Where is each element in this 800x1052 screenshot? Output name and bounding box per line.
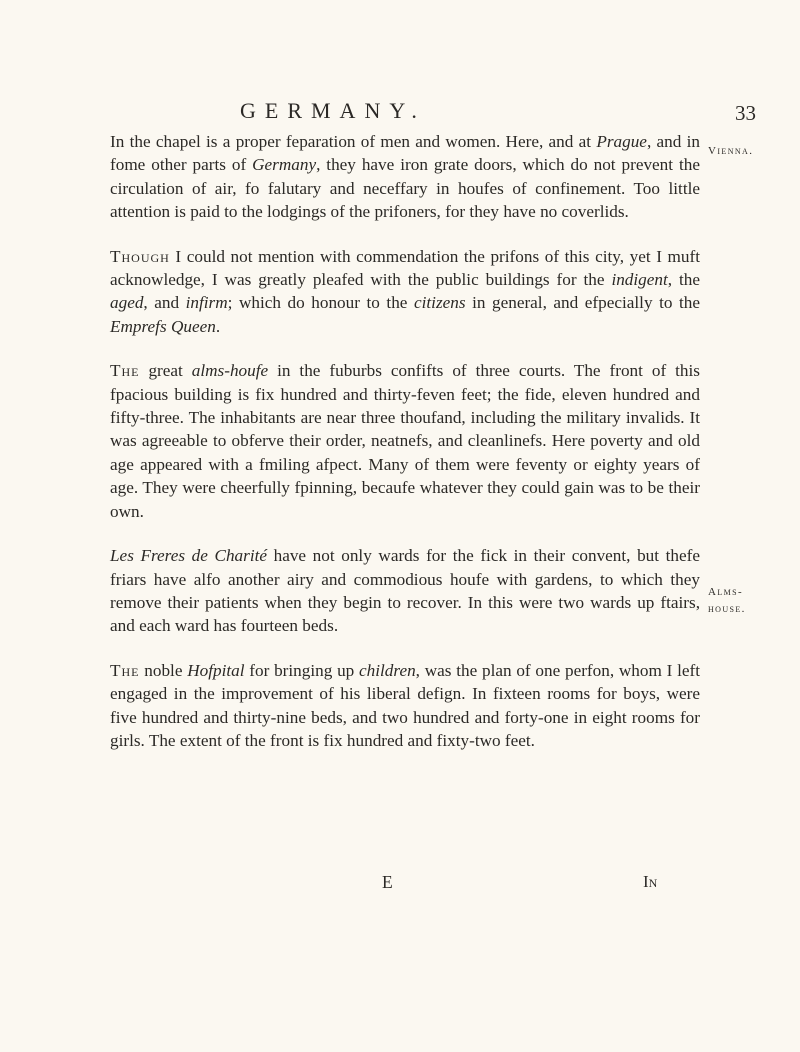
paragraph-hospital: [110, 659, 700, 753]
italic-run: citizens: [413, 293, 466, 313]
marginal-note-line: Alms-: [708, 586, 744, 598]
catchword: In: [643, 872, 658, 891]
marginal-note-line: house.: [708, 603, 746, 615]
italic-run: indigent: [611, 270, 668, 290]
paragraph-chapel: [110, 130, 700, 224]
page-number: 33: [735, 101, 756, 125]
italic-run: Hofpital: [187, 660, 245, 680]
text-run: ; which do honour to the: [227, 293, 414, 313]
italic-run: aged: [110, 293, 144, 313]
signature-mark: E: [382, 872, 393, 892]
text-run: great: [139, 361, 192, 381]
small-caps-run: The: [110, 660, 140, 680]
italic-run: Les Freres de Charité: [110, 546, 267, 566]
small-caps-run: Though: [110, 246, 170, 266]
text-run: noble: [139, 660, 188, 680]
italic-run: children: [359, 660, 416, 680]
text-run: .: [215, 316, 221, 336]
italic-run: Prague: [596, 132, 647, 151]
text-run: I could not mention with commendation the prifons of this city, yet I muft acknowledge, I was greatly pleafed with the public buildings for the: [110, 246, 700, 290]
marginal-note-text: Vienna.: [708, 145, 754, 157]
text-run: , the: [667, 270, 701, 290]
body-text: [110, 130, 700, 752]
italic-run: Germany: [252, 155, 317, 175]
text-run: , they have iron grate doors, which do not prevent the circulation of air, fo falutary and neceffary in houfes of confinement. Too little attention is paid to the lodgings of the prifoners, for they have no coverlids.: [110, 155, 700, 222]
italic-run: infirm: [185, 293, 228, 313]
italic-run: Emprefs Queen: [110, 316, 216, 336]
text-run: for bringing up: [244, 660, 360, 680]
text-run: , was the plan of one perfon, whom I left engaged in the improvement of his liberal defign. In fixteen rooms for boys, were five hundred and thirty-nine beds, and two hundred and forty-one in eight rooms for girls. The extent of the front is fix hundred and fixty-two feet.: [110, 660, 701, 750]
small-caps-run: The: [110, 361, 140, 381]
text-run: in the fuburbs confifts of three courts. The front of this fpacious building is fix hundred and thirty-feven feet; the fide, eleven hundred and fifty-three. The inhabitants are near three thoufand, including the military invalids. It was agreeable to obferve their order, neatnefs, and cleanlinefs. Here poverty and old age appeared with a fmiling afpect. Many of them were feventy or eighty years of age. They were cheerfully fpinning, becaufe whatever they could gain was to be their own.: [110, 361, 700, 521]
text-run: have not only wards for the fick in their convent, but thefe friars have alfo another airy and commodious houfe with gardens, to which they remove their patients when they begin to recover. In this were two wards up ftairs, and each ward has fourteen beds.: [110, 546, 700, 636]
text-run: In the chapel is a proper feparation of men and women. Here, and at: [110, 132, 597, 151]
italic-run: alms-houfe: [191, 361, 269, 381]
paragraph-freres-de-charite: [110, 544, 700, 638]
running-head: GERMANY.: [240, 98, 426, 123]
text-run: in general, and efpecially to the: [465, 293, 700, 313]
paragraph-alms-house: [110, 359, 700, 523]
marginal-note-vienna: [708, 143, 753, 160]
text-run: , and in fome other parts of: [110, 132, 700, 175]
paragraph-public-buildings: [110, 245, 700, 339]
marginal-note-alms-house: [708, 584, 746, 618]
text-run: , and: [143, 293, 186, 313]
